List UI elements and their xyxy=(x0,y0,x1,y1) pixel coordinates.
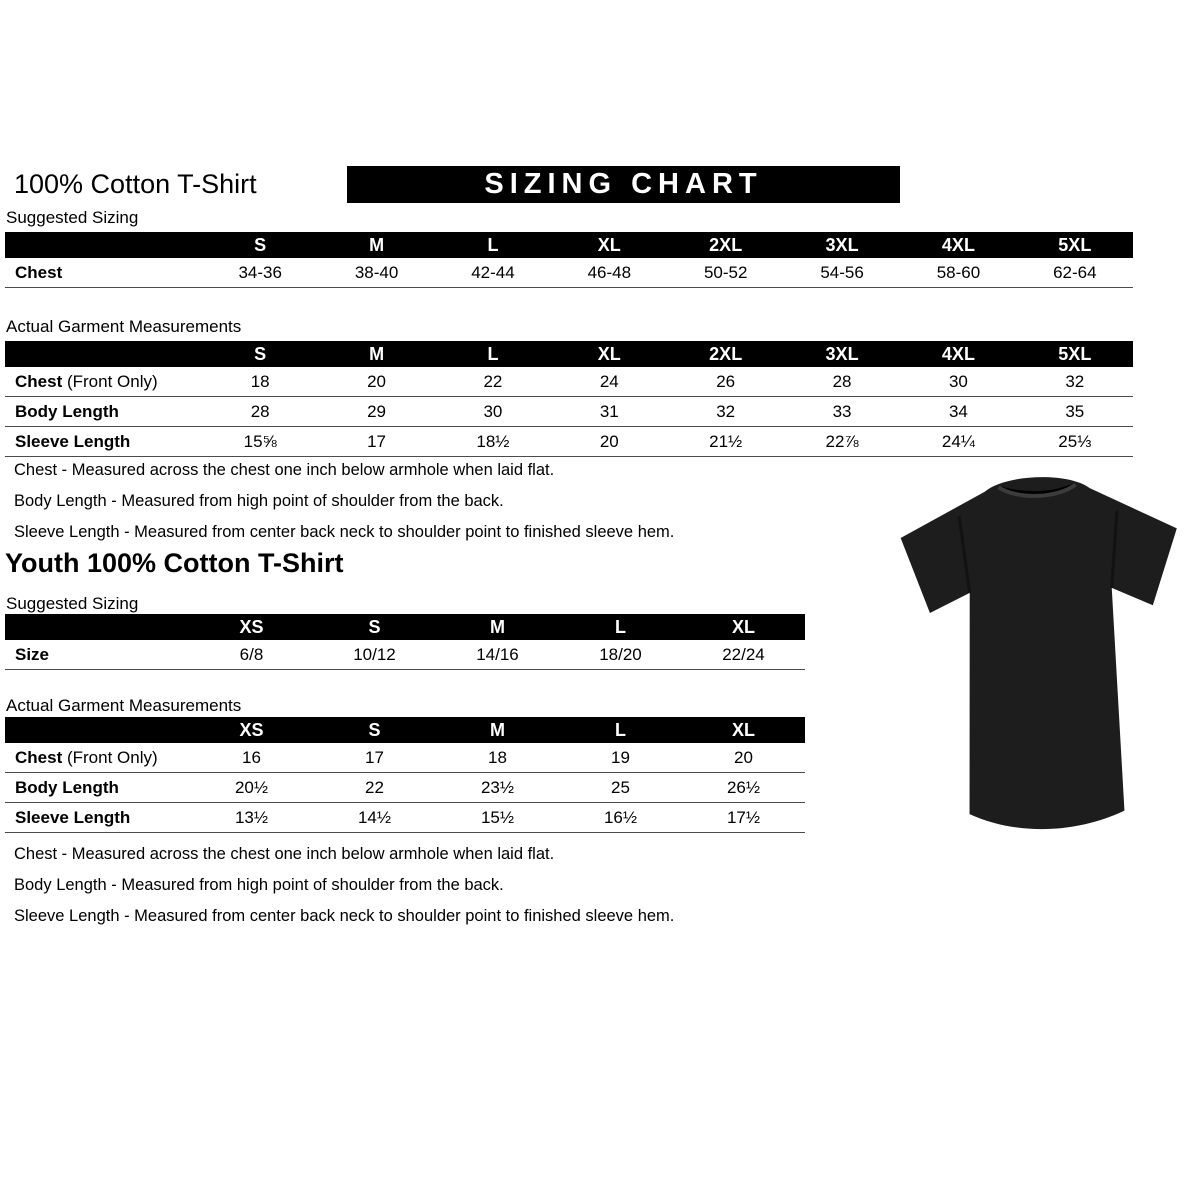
size-column-header: S xyxy=(313,717,436,743)
measurement-cell: 50-52 xyxy=(668,258,784,288)
measurement-cell: 23½ xyxy=(436,773,559,803)
row-label: Body Length xyxy=(5,397,202,427)
size-column-header: XS xyxy=(190,614,313,640)
adult-measurement-notes xyxy=(14,461,674,554)
youth-suggested-sizing-heading: Suggested Sizing xyxy=(6,594,139,613)
note-chest: Chest - Measured across the chest one inch below armhole when laid flat. xyxy=(14,845,555,863)
table-corner-cell xyxy=(5,232,202,258)
table-row xyxy=(5,367,1133,397)
table-corner-cell xyxy=(5,717,190,743)
measurement-cell: 18½ xyxy=(435,427,551,457)
measurement-cell: 17 xyxy=(313,743,436,773)
measurement-cell: 18 xyxy=(202,367,318,397)
note-chest: Chest - Measured across the chest one inch below armhole when laid flat. xyxy=(14,461,555,479)
measurement-cell: 17½ xyxy=(682,803,805,833)
measurement-cell: 54-56 xyxy=(784,258,900,288)
size-column-header: XL xyxy=(551,232,667,258)
measurement-cell: 24 xyxy=(551,367,667,397)
tshirt-graphic xyxy=(893,468,1193,843)
size-column-header: XS xyxy=(190,717,313,743)
adult-actual-measurements-heading: Actual Garment Measurements xyxy=(6,317,242,336)
table-row xyxy=(5,773,805,803)
measurement-cell: 31 xyxy=(551,397,667,427)
measurement-cell: 30 xyxy=(900,367,1016,397)
table-corner-cell xyxy=(5,614,190,640)
measurement-cell: 20 xyxy=(551,427,667,457)
size-column-header: XL xyxy=(682,614,805,640)
measurement-cell: 20 xyxy=(682,743,805,773)
measurement-cell: 38-40 xyxy=(318,258,434,288)
adult-suggested-sizing-heading: Suggested Sizing xyxy=(6,208,139,227)
measurement-cell: 20½ xyxy=(190,773,313,803)
measurement-cell: 42-44 xyxy=(435,258,551,288)
measurement-cell: 24¼ xyxy=(900,427,1016,457)
measurement-cell: 26½ xyxy=(682,773,805,803)
size-column-header: S xyxy=(202,341,318,367)
size-column-header: 3XL xyxy=(784,341,900,367)
sizing-chart-banner: SIZING CHART xyxy=(347,166,900,203)
note-sleeve-length: Sleeve Length - Measured from center back neck to shoulder point to finished sleeve hem. xyxy=(14,907,675,925)
table-row xyxy=(5,427,1133,457)
size-column-header: L xyxy=(559,614,682,640)
measurement-cell: 29 xyxy=(318,397,434,427)
size-column-header: 3XL xyxy=(784,232,900,258)
youth-suggested-sizing-table xyxy=(5,614,805,670)
measurement-cell: 46-48 xyxy=(551,258,667,288)
measurement-cell: 28 xyxy=(784,367,900,397)
measurement-cell: 32 xyxy=(1017,367,1133,397)
size-column-header: S xyxy=(313,614,436,640)
size-column-header: L xyxy=(435,232,551,258)
size-column-header: M xyxy=(436,717,559,743)
measurement-cell: 33 xyxy=(784,397,900,427)
measurement-cell: 22⅞ xyxy=(784,427,900,457)
measurement-cell: 16 xyxy=(190,743,313,773)
size-column-header: XL xyxy=(551,341,667,367)
youth-actual-measurements-heading: Actual Garment Measurements xyxy=(6,696,242,715)
table-header-row xyxy=(5,341,1133,367)
measurement-cell: 25⅓ xyxy=(1017,427,1133,457)
page-title: 100% Cotton T-Shirt xyxy=(14,169,257,199)
measurement-cell: 26 xyxy=(668,367,784,397)
size-column-header: 2XL xyxy=(668,232,784,258)
adult-suggested-sizing-table xyxy=(5,232,1133,288)
measurement-cell: 22/24 xyxy=(682,640,805,670)
measurement-cell: 13½ xyxy=(190,803,313,833)
adult-actual-measurements-table xyxy=(5,341,1133,457)
size-column-header: XL xyxy=(682,717,805,743)
measurement-cell: 17 xyxy=(318,427,434,457)
measurement-cell: 10/12 xyxy=(313,640,436,670)
size-column-header: M xyxy=(318,232,434,258)
measurement-cell: 16½ xyxy=(559,803,682,833)
size-column-header: 5XL xyxy=(1017,341,1133,367)
measurement-cell: 18 xyxy=(436,743,559,773)
measurement-cell: 19 xyxy=(559,743,682,773)
table-row xyxy=(5,803,805,833)
note-sleeve-length: Sleeve Length - Measured from center back neck to shoulder point to finished sleeve hem. xyxy=(14,523,675,541)
measurement-cell: 32 xyxy=(668,397,784,427)
row-label: Size xyxy=(5,640,190,670)
measurement-cell: 28 xyxy=(202,397,318,427)
size-column-header: 5XL xyxy=(1017,232,1133,258)
note-body-length: Body Length - Measured from high point of shoulder from the back. xyxy=(14,492,504,510)
measurement-cell: 6/8 xyxy=(190,640,313,670)
table-header-row xyxy=(5,717,805,743)
measurement-cell: 14/16 xyxy=(436,640,559,670)
tshirt-image xyxy=(893,468,1193,843)
measurement-cell: 35 xyxy=(1017,397,1133,427)
measurement-cell: 21½ xyxy=(668,427,784,457)
size-column-header: M xyxy=(318,341,434,367)
row-label: Sleeve Length xyxy=(5,803,190,833)
table-row xyxy=(5,640,805,670)
row-label: Chest (Front Only) xyxy=(5,367,202,397)
measurement-cell: 22 xyxy=(313,773,436,803)
size-column-header: L xyxy=(435,341,551,367)
size-column-header: L xyxy=(559,717,682,743)
measurement-cell: 30 xyxy=(435,397,551,427)
measurement-cell: 20 xyxy=(318,367,434,397)
size-column-header: S xyxy=(202,232,318,258)
table-header-row xyxy=(5,232,1133,258)
size-column-header: 2XL xyxy=(668,341,784,367)
measurement-cell: 25 xyxy=(559,773,682,803)
row-label: Chest (Front Only) xyxy=(5,743,190,773)
measurement-cell: 58-60 xyxy=(900,258,1016,288)
row-label: Chest xyxy=(5,258,202,288)
measurement-cell: 15⅝ xyxy=(202,427,318,457)
table-header-row xyxy=(5,614,805,640)
measurement-cell: 62-64 xyxy=(1017,258,1133,288)
note-body-length: Body Length - Measured from high point of shoulder from the back. xyxy=(14,876,504,894)
measurement-cell: 22 xyxy=(435,367,551,397)
youth-actual-measurements-table xyxy=(5,717,805,833)
size-column-header: 4XL xyxy=(900,341,1016,367)
youth-measurement-notes xyxy=(14,845,674,938)
header-row xyxy=(0,166,1200,206)
youth-title: Youth 100% Cotton T-Shirt xyxy=(5,548,344,578)
measurement-cell: 18/20 xyxy=(559,640,682,670)
row-label: Sleeve Length xyxy=(5,427,202,457)
table-row xyxy=(5,397,1133,427)
size-column-header: 4XL xyxy=(900,232,1016,258)
tshirt-silhouette xyxy=(899,472,1187,833)
table-row xyxy=(5,258,1133,288)
measurement-cell: 34-36 xyxy=(202,258,318,288)
table-corner-cell xyxy=(5,341,202,367)
size-column-header: M xyxy=(436,614,559,640)
measurement-cell: 14½ xyxy=(313,803,436,833)
table-row xyxy=(5,743,805,773)
measurement-cell: 15½ xyxy=(436,803,559,833)
measurement-cell: 34 xyxy=(900,397,1016,427)
row-label: Body Length xyxy=(5,773,190,803)
